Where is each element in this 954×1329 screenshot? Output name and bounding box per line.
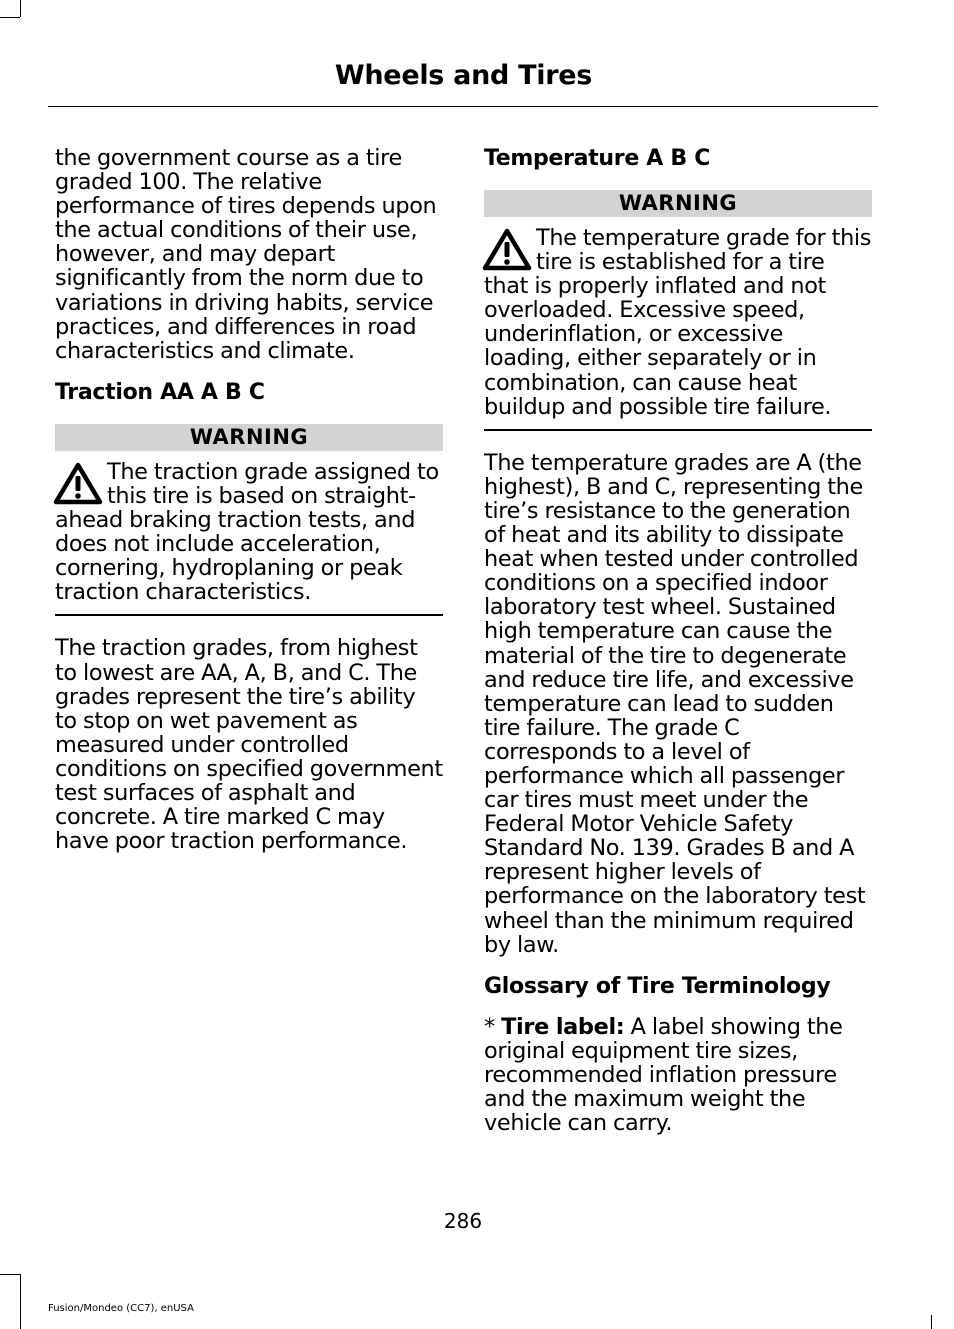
crop-mark [0,1274,20,1275]
crop-mark [20,1274,21,1329]
warning-banner: WARNING [484,190,872,217]
warning-banner: WARNING [55,424,443,451]
warning-text: The traction grade assigned to this tire is based on straight-ahead braking traction tests, and does not include acceleration, cornering, hydroplaning or peak traction characteristics. [55,458,439,606]
warning-box [55,460,443,605]
warning-text: The temperature grade for this tire is established for a tire that is properly inflated and not overloaded. Excessive speed, underinflation, or excessive loading, either separately or in combination, can cause heat buildup and possible tire failure. [484,225,872,420]
temperature-paragraph: The temperature grades are A (the highest), B and C, representing the tire’s resistance to the generation of heat and its ability to dissipate heat when tested under controlled conditions on a specified indoor laboratory test wheel. Sustained high temperature can cause the material of the tire to degenerate and reduce tire life, and excessive temperature can lead to sudden tire failure. The grade C corresponds to a level of performance which all passenger car tires must meet under the Federal Motor Vehicle Safety Standard No. 139. Grades B and A represent higher levels of performance on the laboratory test wheel than the minimum required by law. [484,449,866,958]
footer-text: Fusion/Mondeo (CC7), enUSA [48,1303,194,1314]
tire-label-term: Tire label: [501,1013,625,1040]
crop-mark [0,17,20,18]
warning-divider [55,614,443,616]
traction-paragraph: The traction grades, from highest to lowest are AA, A, B, and C. The grades represent the tire’s ability to stop on wet pavement as measured under controlled conditions on specified government test surfaces of asphalt and concrete. A tire marked C may have poor traction performance. [55,635,443,855]
tire-label-definition [484,1015,872,1135]
traction-heading: Traction AA A B C [55,379,265,405]
right-column [484,146,872,1135]
glossary-bullet: * [484,1013,502,1040]
left-column [55,146,443,853]
glossary-heading: Glossary of Tire Terminology [484,973,831,999]
crop-mark [20,0,21,17]
crop-mark [931,1315,932,1329]
tire-label-text: A label showing the original equipment tire sizes, recommended inflation pressure and the maximum weight the vehicle can carry. [484,1013,843,1137]
header-divider [48,106,878,107]
warning-box [484,226,872,419]
warning-triangle-icon [482,228,532,272]
warning-divider [484,429,872,431]
temperature-heading: Temperature A B C [484,146,711,171]
page-title: Wheels and Tires [334,60,592,91]
intro-paragraph: the government course as a tire graded 100. The relative performance of tires depends upon the actual conditions of their use, however, and may depart significantly from the norm due to variations in driving habits, service practices, and differences in road characteristics and climate. [55,145,437,364]
page-number: 286 [443,1209,483,1233]
warning-triangle-icon [53,462,103,506]
